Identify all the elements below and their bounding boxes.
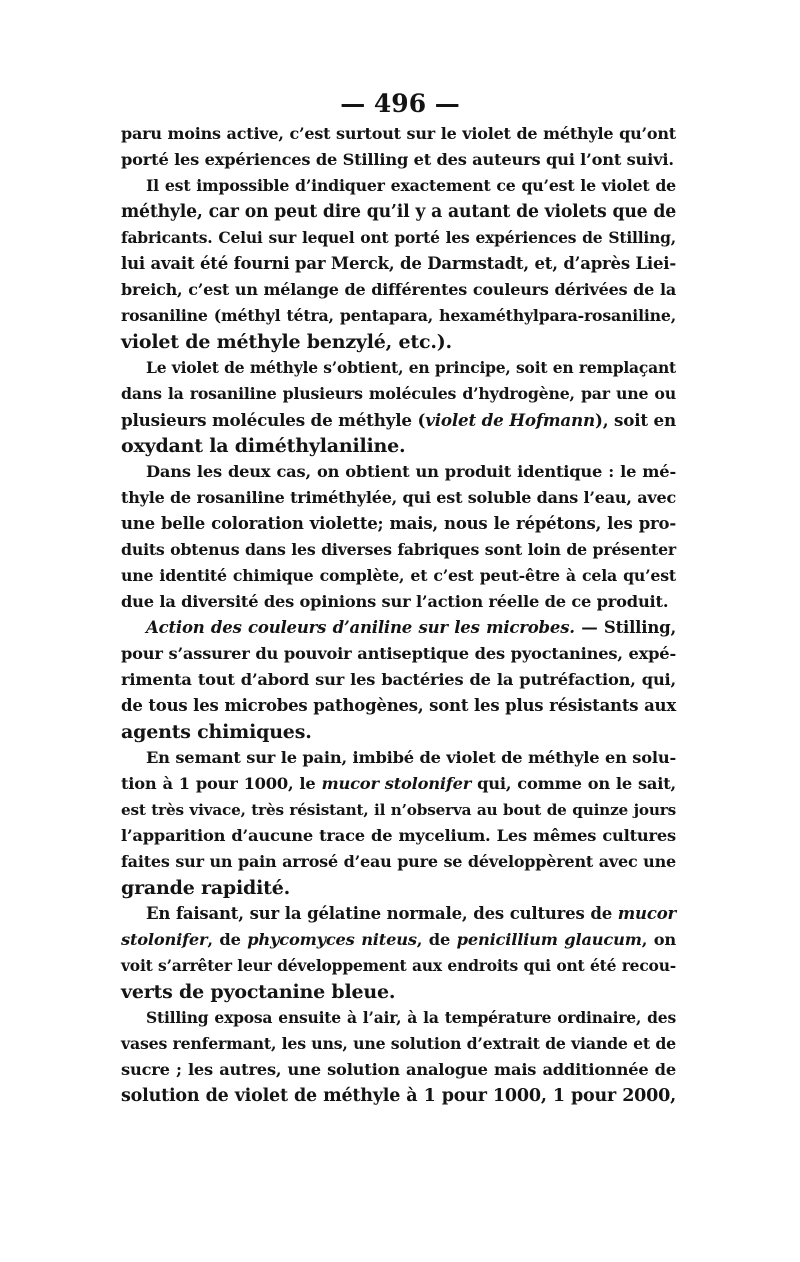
text-line: [146, 355, 676, 381]
text-segment-italic: violet de Hofmann: [425, 410, 595, 430]
text-segment: En semant sur le pain, imbibé de violet de méthyle en solu-: [146, 748, 676, 767]
text-segment: En faisant, sur la gélatine normale, des cultures de: [146, 904, 618, 923]
text-segment: pour s’assurer du pouvoir antiseptique des pyoctanines, expé-: [121, 644, 676, 663]
text-segment: dans la rosaniline plusieurs molécules d’hydrogène, par une ou: [121, 384, 676, 403]
text-segment: , de: [416, 930, 457, 949]
text-line: [121, 407, 676, 433]
text-line: [121, 719, 312, 745]
text-line: [121, 589, 668, 615]
text-segment: qui, comme on le sait,: [471, 774, 676, 793]
text-segment: une belle coloration violette; mais, nous le répétons, les pro-: [121, 514, 676, 533]
text-segment: de tous les microbes pathogènes, sont les plus résistants aux: [121, 696, 676, 715]
text-line: [121, 667, 676, 693]
page-number: — 496 —: [340, 89, 460, 118]
text-line: [121, 329, 452, 355]
text-segment: grande rapidité.: [121, 877, 291, 899]
text-line: [121, 1083, 676, 1109]
text-line: [121, 641, 676, 667]
text-segment: porté les expériences de Stilling et des auteurs qui l’ont suivi.: [121, 150, 674, 169]
text-line: [121, 433, 405, 459]
text-segment: voit s’arrêter leur développement aux endroits qui ont été recou-: [121, 956, 676, 975]
text-segment: agents chimiques.: [121, 721, 312, 743]
text-line: [121, 303, 676, 329]
text-line: [146, 1005, 676, 1031]
text-segment: tion à 1 pour 1000, le: [121, 774, 322, 793]
text-line: [121, 537, 676, 563]
text-line: [121, 823, 676, 849]
text-line: [121, 1057, 676, 1083]
text-line: [121, 875, 290, 901]
text-segment-italic: mucor: [617, 904, 676, 923]
text-segment: Dans les deux cas, on obtient un produit identique : le mé-: [146, 462, 676, 481]
text-line: [146, 901, 676, 927]
text-segment: plusieurs molécules de méthyle (: [121, 410, 426, 430]
text-segment: rosaniline (méthyl tétra, pentapara, hexaméthylpara-rosaniline,: [121, 306, 676, 325]
text-segment: Le violet de méthyle s’obtient, en principe, soit en remplaçant: [146, 358, 676, 377]
text-line: [121, 381, 676, 407]
text-segment: Stilling exposa ensuite à l’air, à la température ordinaire, des: [146, 1008, 676, 1027]
text-segment: violet de méthyle benzylé, etc.).: [121, 331, 452, 353]
text-segment: est très vivace, très résistant, il n’observa au bout de quinze jours: [121, 801, 676, 819]
text-segment: Il est impossible d’indiquer exactement ce qu’est le violet de: [146, 176, 676, 195]
text-segment: solution de violet de méthyle à 1 pour 1000, 1 pour 2000,: [121, 1086, 676, 1106]
text-line: [121, 511, 676, 537]
text-segment-italic: phycomyces niteus: [247, 930, 417, 949]
text-line: [121, 121, 676, 147]
text-line: [121, 563, 676, 589]
text-segment: lui avait été fourni par Merck, de Darmstadt, et, d’après Liei-: [121, 254, 676, 273]
text-segment: due la diversité des opinions sur l’action réelle de ce produit.: [121, 592, 669, 611]
text-line: [121, 953, 676, 979]
text-segment-italic: mucor stolonifer: [321, 774, 472, 793]
text-line: [121, 693, 676, 719]
text-line: [121, 797, 676, 823]
text-segment: faites sur un pain arrosé d’eau pure se développèrent avec une: [121, 852, 676, 871]
text-segment: vases renfermant, les uns, une solution d’extrait de viande et de: [121, 1034, 676, 1053]
text-segment: , on: [641, 930, 676, 949]
text-segment: paru moins active, c’est surtout sur le violet de méthyle qu’ont: [121, 124, 676, 143]
text-line: [121, 927, 676, 953]
text-line: [146, 459, 676, 485]
text-line: [121, 199, 676, 225]
text-line: [121, 771, 676, 797]
text-line: [146, 745, 676, 771]
text-segment: ), soit en: [595, 410, 676, 430]
text-segment: l’apparition d’aucune trace de mycelium. Les mêmes cultures: [121, 826, 676, 845]
text-segment: méthyle, car on peut dire qu’il y a autant de violets que de: [121, 202, 676, 222]
text-segment: , de: [207, 930, 248, 949]
text-segment: breich, c’est un mélange de différentes couleurs dérivées de la: [121, 280, 676, 299]
text-line: [146, 615, 676, 641]
text-segment: oxydant la diméthylaniline.: [121, 435, 406, 457]
text-segment: — Stilling,: [574, 618, 676, 637]
text-segment: thyle de rosaniline triméthylée, qui est soluble dans l’eau, avec: [121, 488, 676, 507]
section-heading-italic: Action des couleurs d’aniline sur les microbes.: [146, 618, 575, 637]
text-line: [121, 485, 676, 511]
text-line: [121, 225, 676, 251]
text-segment-italic: penicillium glaucum: [456, 930, 642, 949]
text-line: [121, 251, 676, 277]
text-line: [121, 849, 676, 875]
text-segment: verts de pyoctanine bleue.: [121, 981, 396, 1003]
text-line: [121, 979, 395, 1005]
text-segment: sucre ; les autres, une solution analogue mais additionnée de: [121, 1060, 676, 1079]
text-line: [146, 173, 676, 199]
text-line: [121, 1031, 676, 1057]
text-segment: rimenta tout d’abord sur les bactéries de la putréfaction, qui,: [121, 670, 676, 689]
text-segment: une identité chimique complète, et c’est peut-être à cela qu’est: [121, 566, 676, 585]
text-segment: duits obtenus dans les diverses fabriques sont loin de présenter: [121, 540, 676, 559]
text-segment-italic: stolonifer: [121, 930, 208, 949]
text-line: [121, 147, 674, 173]
text-segment: fabricants. Celui sur lequel ont porté les expériences de Stilling,: [121, 228, 676, 247]
text-line: [121, 277, 676, 303]
